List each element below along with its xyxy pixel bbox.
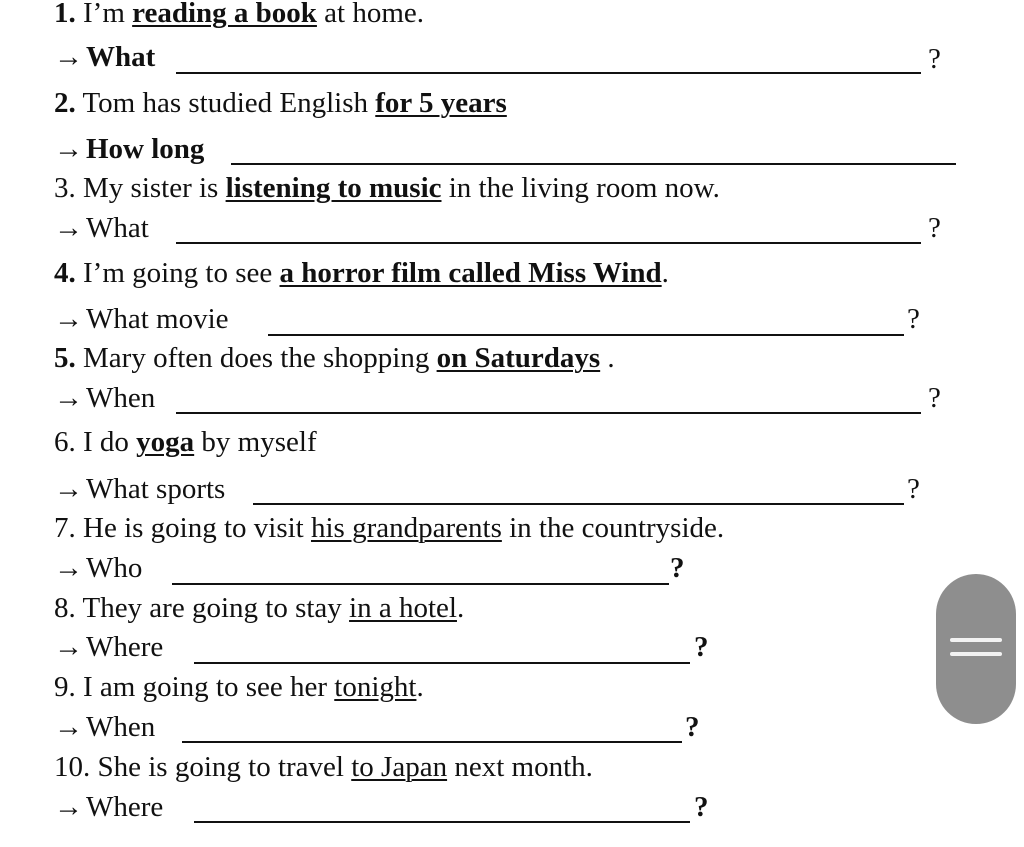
answer-4-blank[interactable] xyxy=(268,334,904,336)
answer-3-blank[interactable] xyxy=(176,242,921,244)
question-8 xyxy=(54,591,464,625)
question-9-text-end: . xyxy=(416,671,424,703)
answer-7-prompt: Who xyxy=(86,552,143,584)
question-6-text: 6. I do xyxy=(54,426,137,458)
arrow-right-icon: → xyxy=(54,41,83,73)
answer-7 xyxy=(54,551,142,585)
handle-line-icon xyxy=(950,638,1002,642)
question-6 xyxy=(54,425,317,459)
answer-5 xyxy=(54,381,155,415)
answer-4-question-mark: ? xyxy=(907,303,920,335)
question-4-text-end: . xyxy=(661,257,669,289)
answer-9 xyxy=(54,710,155,744)
question-7-underlined: his grandparents xyxy=(310,512,502,544)
arrow-right-icon: → xyxy=(54,133,83,165)
arrow-right-icon: → xyxy=(54,711,83,743)
question-3-underlined: listening to music xyxy=(225,172,442,204)
question-1-text: I’m xyxy=(75,0,133,29)
answer-9-question-mark: ? xyxy=(685,711,700,743)
question-10-text: 10. She is going to travel xyxy=(54,751,352,783)
answer-9-prompt: When xyxy=(86,711,156,743)
question-2-number: 2. xyxy=(54,87,76,119)
answer-4-prompt: What movie xyxy=(86,303,229,335)
answer-10 xyxy=(54,790,163,824)
answer-1-question-mark: ? xyxy=(928,43,941,75)
question-3-text: 3. My sister is xyxy=(54,172,226,204)
question-9-text: 9. I am going to see her xyxy=(54,671,335,703)
question-9-underlined: tonight xyxy=(334,671,417,703)
question-5 xyxy=(54,341,615,375)
answer-2-prompt: How long xyxy=(86,133,205,165)
question-7-text-end: in the countryside. xyxy=(501,512,725,544)
question-8-underlined: in a hotel xyxy=(349,592,457,624)
arrow-right-icon: → xyxy=(54,631,83,663)
answer-10-prompt: Where xyxy=(86,791,164,823)
arrow-right-icon: → xyxy=(54,791,83,823)
question-8-text: 8. They are going to stay xyxy=(54,592,350,624)
question-7-text: 7. He is going to visit xyxy=(54,512,311,544)
question-6-text-end: by myself xyxy=(194,426,317,458)
question-3 xyxy=(54,171,720,205)
arrow-right-icon: → xyxy=(54,303,83,335)
question-8-text-end: . xyxy=(456,592,465,624)
question-5-underlined: on Saturdays xyxy=(436,342,601,374)
answer-6-question-mark: ? xyxy=(907,473,920,505)
answer-7-question-mark: ? xyxy=(670,552,685,584)
answer-2-blank[interactable] xyxy=(231,163,956,165)
arrow-right-icon: → xyxy=(54,382,83,414)
question-10 xyxy=(54,750,593,784)
question-7 xyxy=(54,511,724,545)
answer-6-prompt: What sports xyxy=(86,473,226,505)
question-4-underlined: a horror film called Miss Wind xyxy=(279,257,662,289)
answer-3 xyxy=(54,211,149,245)
question-1-underlined: reading a book xyxy=(132,0,317,29)
question-4-text: I’m going to see xyxy=(75,257,280,289)
answer-2 xyxy=(54,132,204,166)
answer-5-prompt: When xyxy=(86,382,156,414)
question-2-text: Tom has studied English xyxy=(75,87,376,119)
answer-5-question-mark: ? xyxy=(928,382,941,414)
answer-10-question-mark: ? xyxy=(694,791,709,823)
answer-1-blank[interactable] xyxy=(176,72,921,74)
question-3-text-end: in the living room now. xyxy=(441,172,720,204)
answer-5-blank[interactable] xyxy=(176,412,921,414)
arrow-right-icon: → xyxy=(54,552,83,584)
answer-1 xyxy=(54,40,155,74)
question-2-underlined: for 5 years xyxy=(375,87,507,119)
question-6-underlined: yoga xyxy=(136,426,195,458)
question-4 xyxy=(54,256,669,290)
question-5-text-end: . xyxy=(600,342,615,374)
answer-10-blank[interactable] xyxy=(194,821,690,823)
question-10-text-end: next month. xyxy=(447,751,593,783)
arrow-right-icon: → xyxy=(54,473,83,505)
question-2 xyxy=(54,86,507,120)
question-5-number: 5. xyxy=(54,342,76,374)
question-1 xyxy=(54,0,424,30)
question-9 xyxy=(54,670,424,704)
answer-8-question-mark: ? xyxy=(694,631,709,663)
question-4-number: 4. xyxy=(54,257,76,289)
question-1-text-end: at home. xyxy=(316,0,425,29)
arrow-right-icon: → xyxy=(54,212,83,244)
answer-7-blank[interactable] xyxy=(172,583,669,585)
answer-3-question-mark: ? xyxy=(928,212,941,244)
answer-6-blank[interactable] xyxy=(253,503,904,505)
question-1-number: 1. xyxy=(54,0,76,29)
question-5-text: Mary often does the shopping xyxy=(75,342,437,374)
answer-8-prompt: Where xyxy=(86,631,164,663)
answer-4 xyxy=(54,302,229,336)
drag-handle[interactable] xyxy=(936,574,1016,724)
question-10-underlined: to Japan xyxy=(351,751,448,783)
answer-8 xyxy=(54,630,163,664)
answer-8-blank[interactable] xyxy=(194,662,690,664)
answer-9-blank[interactable] xyxy=(182,741,682,743)
handle-line-icon xyxy=(950,652,1002,656)
answer-1-prompt: What xyxy=(86,41,156,73)
answer-3-prompt: What xyxy=(86,212,149,244)
answer-6 xyxy=(54,472,225,506)
